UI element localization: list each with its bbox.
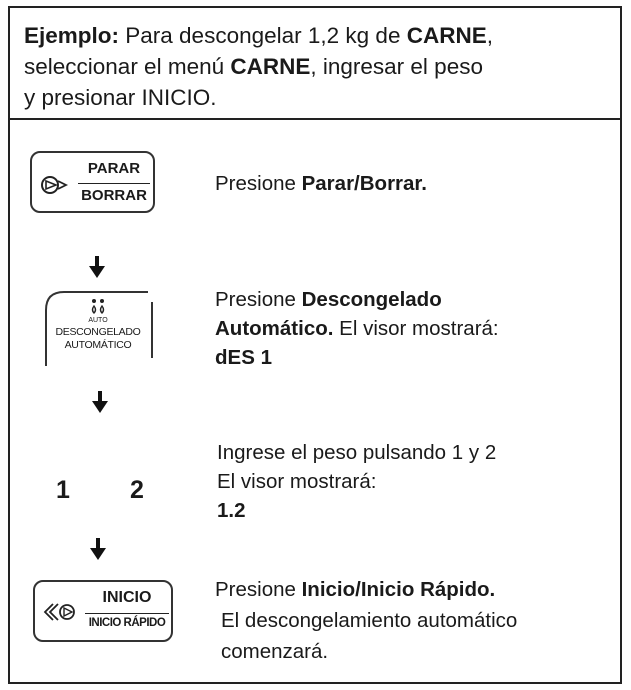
stop-icon [40,174,70,196]
step-3-text: Ingrese el peso pulsando 1 y 2 El visor mostrará: 1.2 [217,441,497,522]
start-label: INICIO [102,589,152,606]
instruction-box [8,6,622,684]
clear-label: BORRAR [78,183,150,204]
header-line-1: Ejemplo: Para descongelar 1,2 kg de CARNE, [24,23,493,48]
auto-defrost-button[interactable] [42,288,154,368]
defrost-label-line-2: AUTOMÁTICO [64,339,132,351]
snowflake-drops-icon [86,298,110,316]
stop-label: PARAR [87,160,141,177]
quick-start-label: INICIO RÁPIDO [85,613,169,629]
start-button[interactable] [33,580,173,642]
stop-clear-button[interactable] [30,151,155,213]
down-arrow-icon [90,538,106,560]
step-4-text: Presione Inicio/Inicio Rápido. El descongelamiento automático comenzará. [215,578,518,663]
number-key-2[interactable]: 2 [130,476,144,504]
header-line-2: seleccionar el menú CARNE, ingresar el peso [24,54,483,79]
header-line-3: y presionar INICIO. [24,85,217,110]
start-icon [43,601,81,623]
step-2-text: Presione Descongelado Automático. El visor mostrará: dES 1 [215,288,499,369]
number-key-1[interactable]: 1 [56,476,70,504]
step-1-text: Presione Parar/Borrar. [215,172,427,195]
down-arrow-icon [92,391,108,413]
auto-label: AUTO [88,317,108,324]
example-header [10,8,620,120]
defrost-label-line-1: DESCONGELADO [55,326,141,338]
down-arrow-icon [89,256,105,278]
